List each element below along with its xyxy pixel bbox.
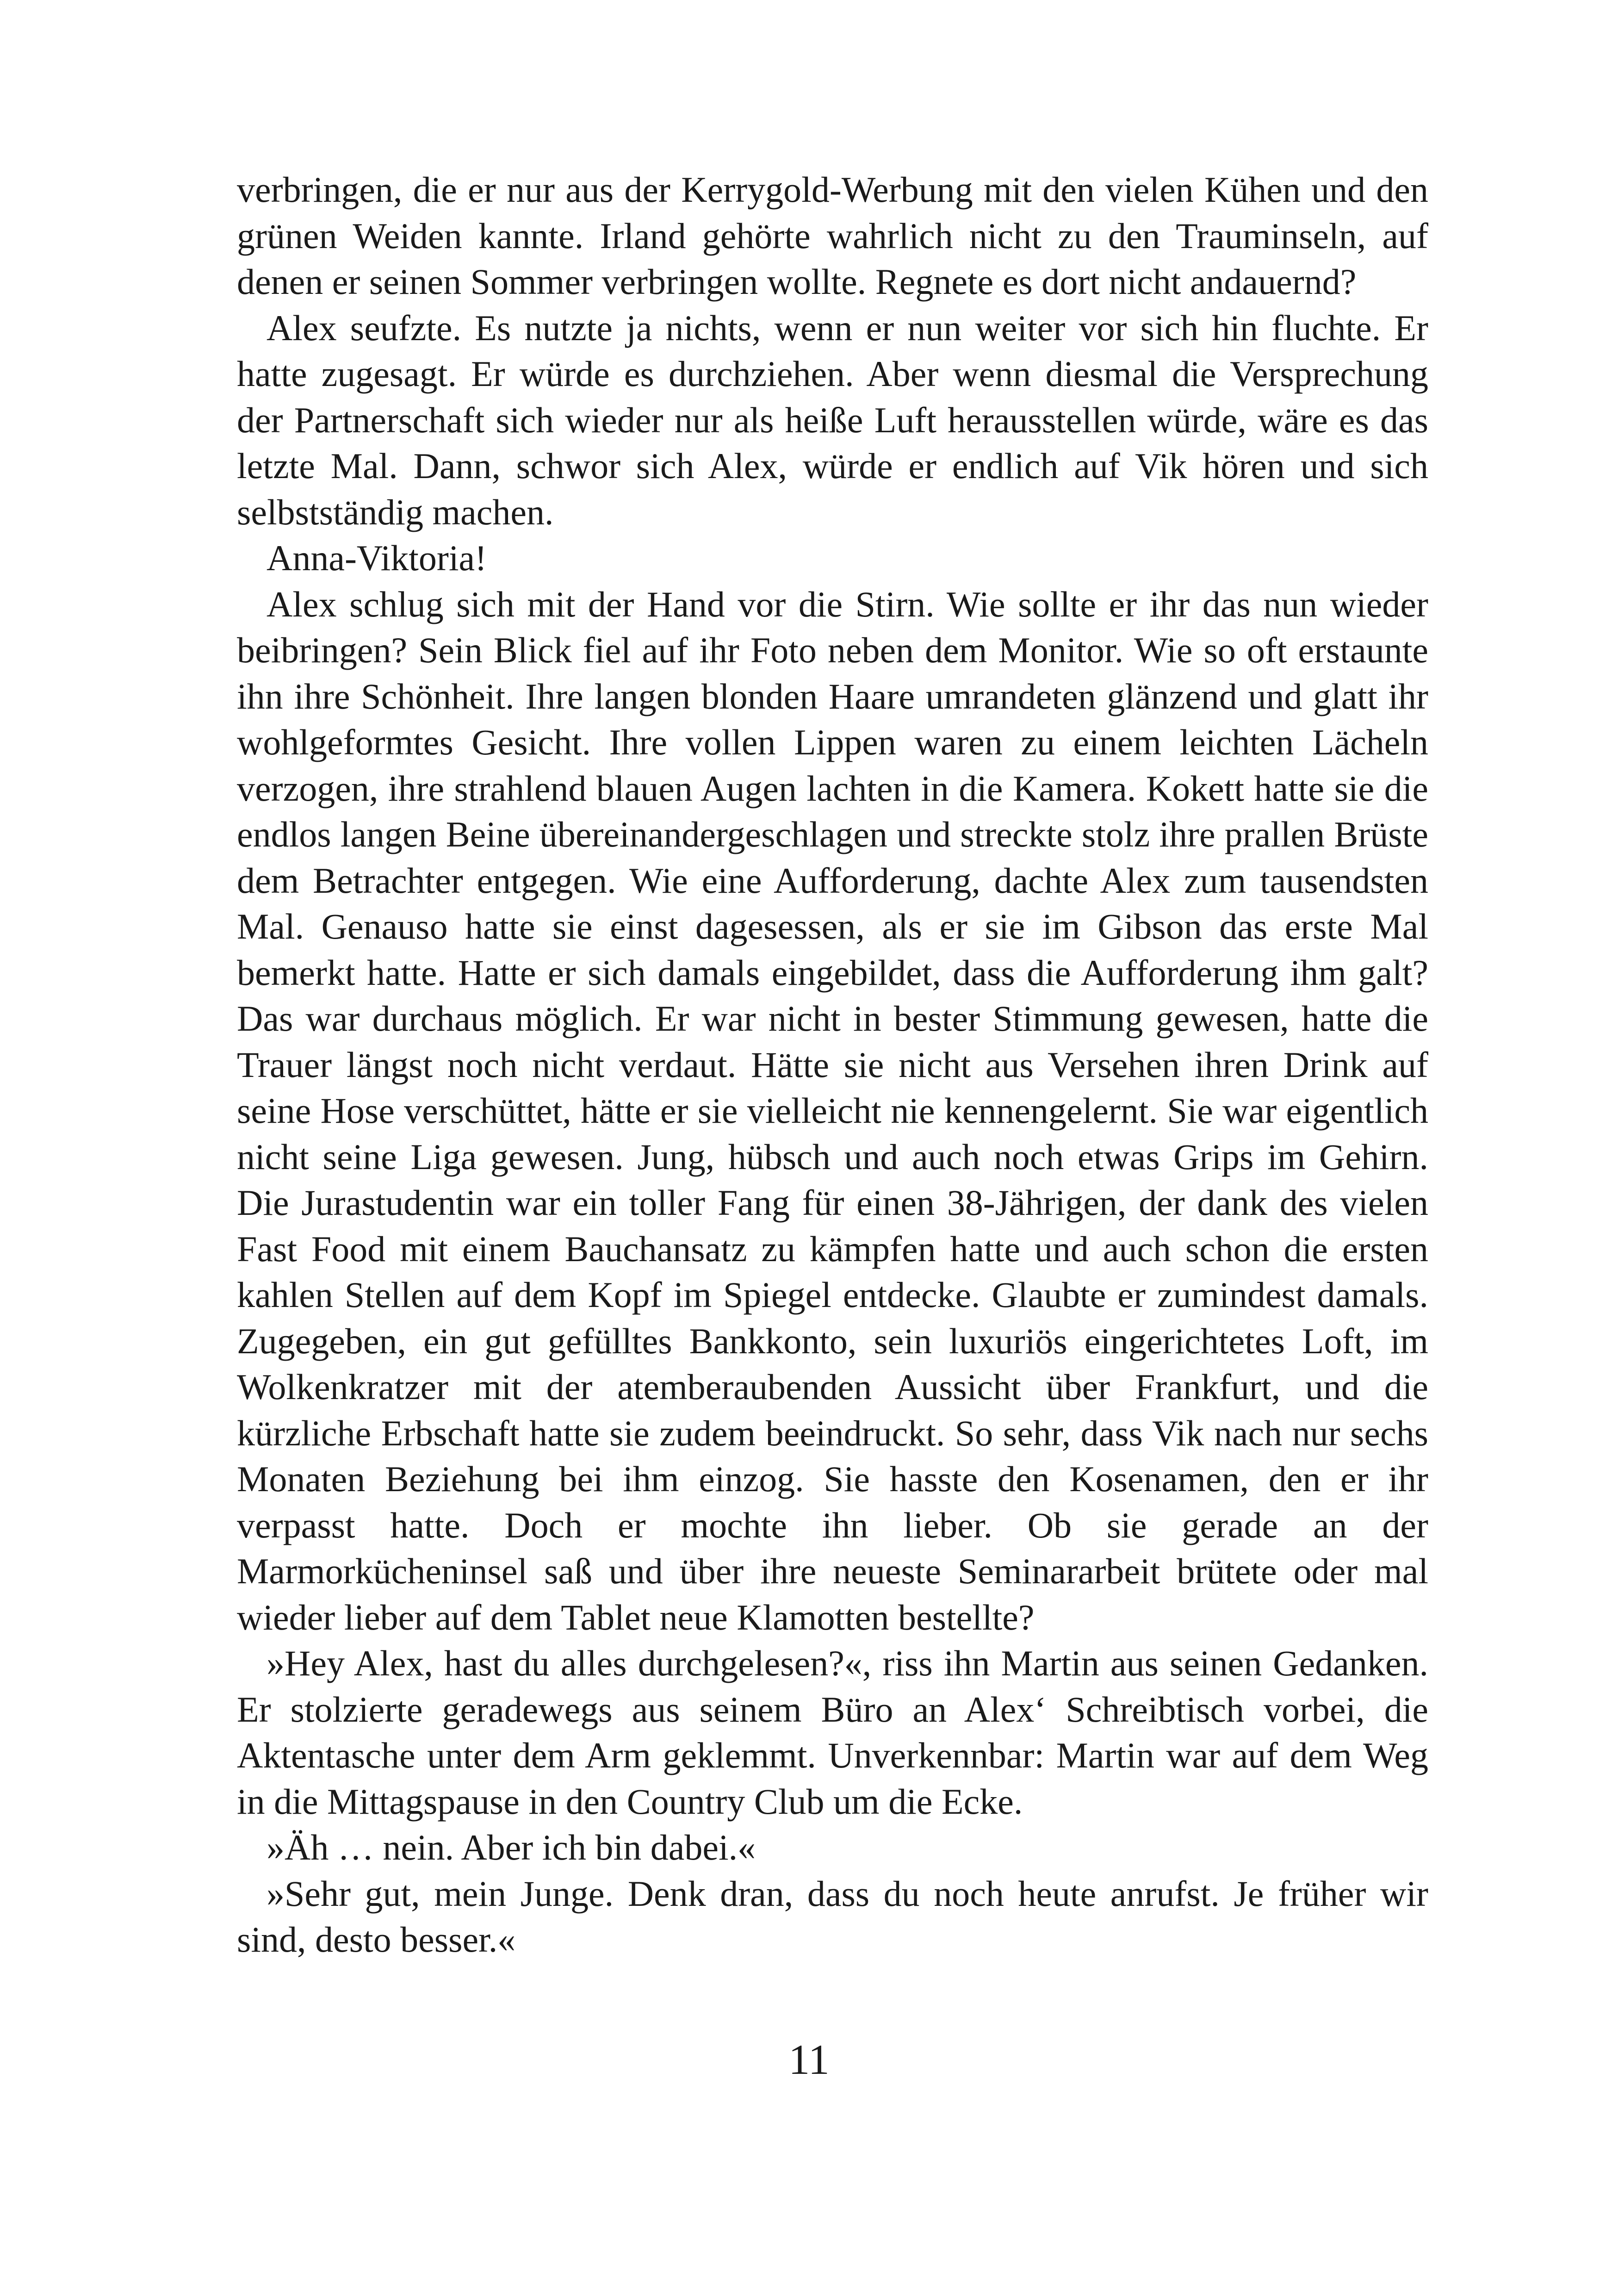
paragraph: Anna-Viktoria! [267, 538, 487, 578]
paragraph: »Äh … nein. Aber ich bin dabei.« [267, 1827, 756, 1867]
paragraph: Alex schlug sich mit der Hand vor die Stirn. Wie sollte er ihr das nun wieder beibringen? Sein Blick fiel auf ihr Foto neben dem Monitor. Wie so oft erstaunte ihn ihre Schönheit. Ihre langen blonden Haare umrandeten glänzend und glatt ihr wohlgeformtes Gesicht. Ihre vollen Lippen waren zu einem leichten Lächeln verzogen, ihre strahlend blauen Augen lachten in die Kamera. Kokett hatte sie die endlos langen Beine übereinandergeschlagen und streckte stolz ihre prallen Brüste dem Betrachter entgegen. Wie eine Aufforderung, dachte Alex zum tausendsten Mal. Genauso hatte sie einst dagesessen, als er sie im Gibson das erste Mal bemerkt hatte. Hatte er sich damals eingebildet, dass die Aufforderung ihm galt? Das war durchaus möglich. Er war nicht in bester Stimmung gewesen, hatte die Trauer längst noch nicht verdaut. Hätte sie nicht aus Versehen ihren Drink auf seine Hose verschüttet, hätte er sie vielleicht nie kennengelernt. Sie war eigentlich nicht seine Liga gewesen. Jung, hübsch und auch noch etwas Grips im Gehirn. Die Jurastudentin war ein toller Fang für einen 38-Jährigen, der dank des vielen Fast Food mit einem Bauchansatz zu kämpfen hatte und auch schon die ersten kahlen Stellen auf dem Kopf im Spiegel entdecke. Glaubte er zumindest damals. Zugegeben, ein gut gefülltes Bankkonto, sein luxuriös eingerichtetes Loft, im Wolkenkratzer mit der atemberaubenden Aussicht über Frankfurt, und die kürzliche Erbschaft hatte sie zudem beeindruckt. So sehr, dass Vik nach nur sechs Monaten Beziehung bei ihm einzog. Sie hasste den Kosenamen, den er ihr verpasst hatte. Doch er mochte ihn lieber. Ob sie gerade an der Marmorkücheninsel saß und über ihre neueste Seminararbeit brütete oder mal wieder lieber auf dem Tablet neue Klamotten bestellte? [237, 584, 1428, 1637]
paragraph: »Sehr gut, mein Junge. Denk dran, dass du noch heute anrufst. Je früher wir sind, desto besser.« [237, 1873, 1428, 1960]
paragraph: »Hey Alex, hast du alles durchgelesen?«, riss ihn Martin aus seinen Gedanken. Er stolzierte geradewegs aus seinem Büro an Alex‘ Schreibtisch vorbei, die Aktentasche unter dem Arm geklemmt. Unverkennbar: Martin war auf dem Weg in die Mittagspause in den Country Club um die Ecke. [237, 1643, 1428, 1822]
paragraph: Alex seufzte. Es nutzte ja nichts, wenn er nun weiter vor sich hin fluchte. Er hatte zugesagt. Er würde es durchziehen. Aber wenn diesmal die Versprechung der Partnerschaft sich wieder nur als heiße Luft herausstellen würde, wäre es das letzte Mal. Dann, schwor sich Alex, würde er endlich auf Vik hören und sich selbstständig machen. [237, 307, 1428, 532]
body-text [237, 167, 1428, 1963]
paragraph: verbringen, die er nur aus der Kerrygold-Werbung mit den vielen Kühen und den grünen Weiden kannte. Irland gehörte wahrlich nicht zu den Trauminseln, auf denen er seinen Sommer verbringen wollte. Regnete es dort nicht andauernd? [237, 169, 1428, 302]
page-number: 11 [788, 2036, 830, 2083]
